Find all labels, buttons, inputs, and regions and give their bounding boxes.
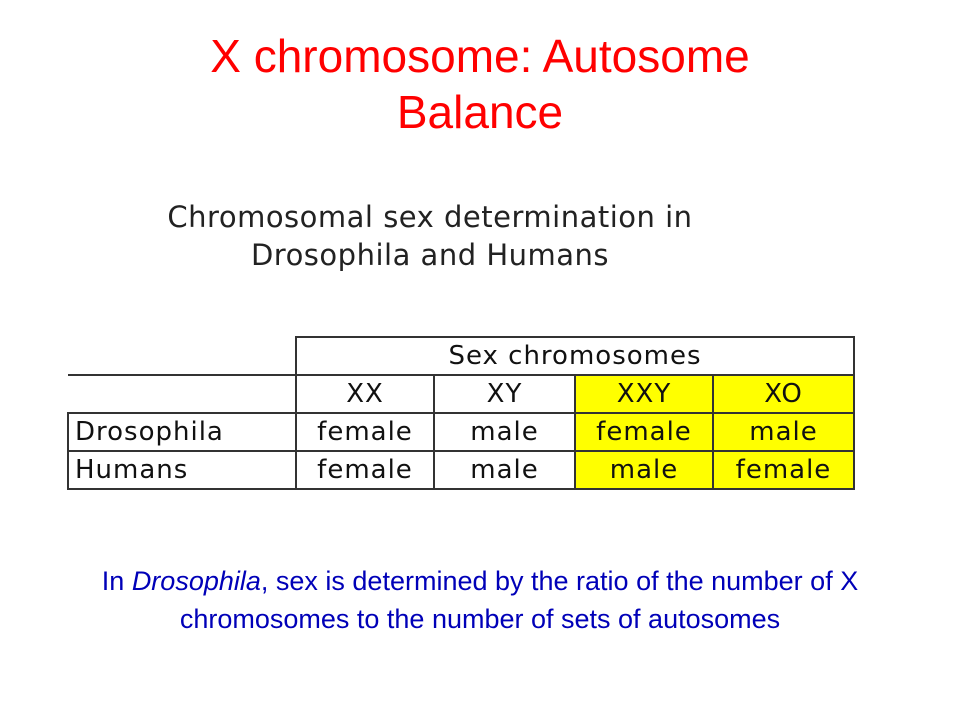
description-prefix: In <box>101 566 132 596</box>
cell-humans-xxy: male <box>575 451 713 489</box>
table-corner-cell <box>68 375 296 413</box>
row-label-drosophila: Drosophila <box>68 413 296 451</box>
sex-chromosomes-header: Sex chromosomes <box>296 337 854 375</box>
table-row-humans <box>68 451 854 489</box>
column-header-xy: XY <box>434 375 575 413</box>
column-header-xx: XX <box>296 375 434 413</box>
column-header-xo: XO <box>713 375 854 413</box>
cell-drosophila-xo: male <box>713 413 854 451</box>
description-italic-term: Drosophila <box>131 566 261 596</box>
cell-humans-xo: female <box>713 451 854 489</box>
figure-caption-line-1: Chromosomal sex determination in <box>167 200 693 234</box>
figure-caption <box>100 198 760 274</box>
sex-determination-table <box>67 336 855 490</box>
cell-drosophila-xy: male <box>434 413 575 451</box>
row-label-humans: Humans <box>68 451 296 489</box>
cell-drosophila-xx: female <box>296 413 434 451</box>
slide-title <box>0 28 960 140</box>
description-text <box>60 562 900 638</box>
slide-title-line-1: X chromosome: Autosome <box>210 30 750 82</box>
column-header-xxy: XXY <box>575 375 713 413</box>
cell-drosophila-xxy: female <box>575 413 713 451</box>
cell-humans-xx: female <box>296 451 434 489</box>
table-group-header-row <box>68 337 854 375</box>
figure-caption-line-2: Drosophila and Humans <box>250 238 610 272</box>
slide-title-line-2: Balance <box>396 86 564 138</box>
cell-humans-xy: male <box>434 451 575 489</box>
description-rest: , sex is determined by the ratio of the number of X chromosomes to the number of sets of autosomes <box>179 566 859 634</box>
table-row-drosophila <box>68 413 854 451</box>
table-column-header-row <box>68 375 854 413</box>
table-corner-cell <box>68 337 296 375</box>
